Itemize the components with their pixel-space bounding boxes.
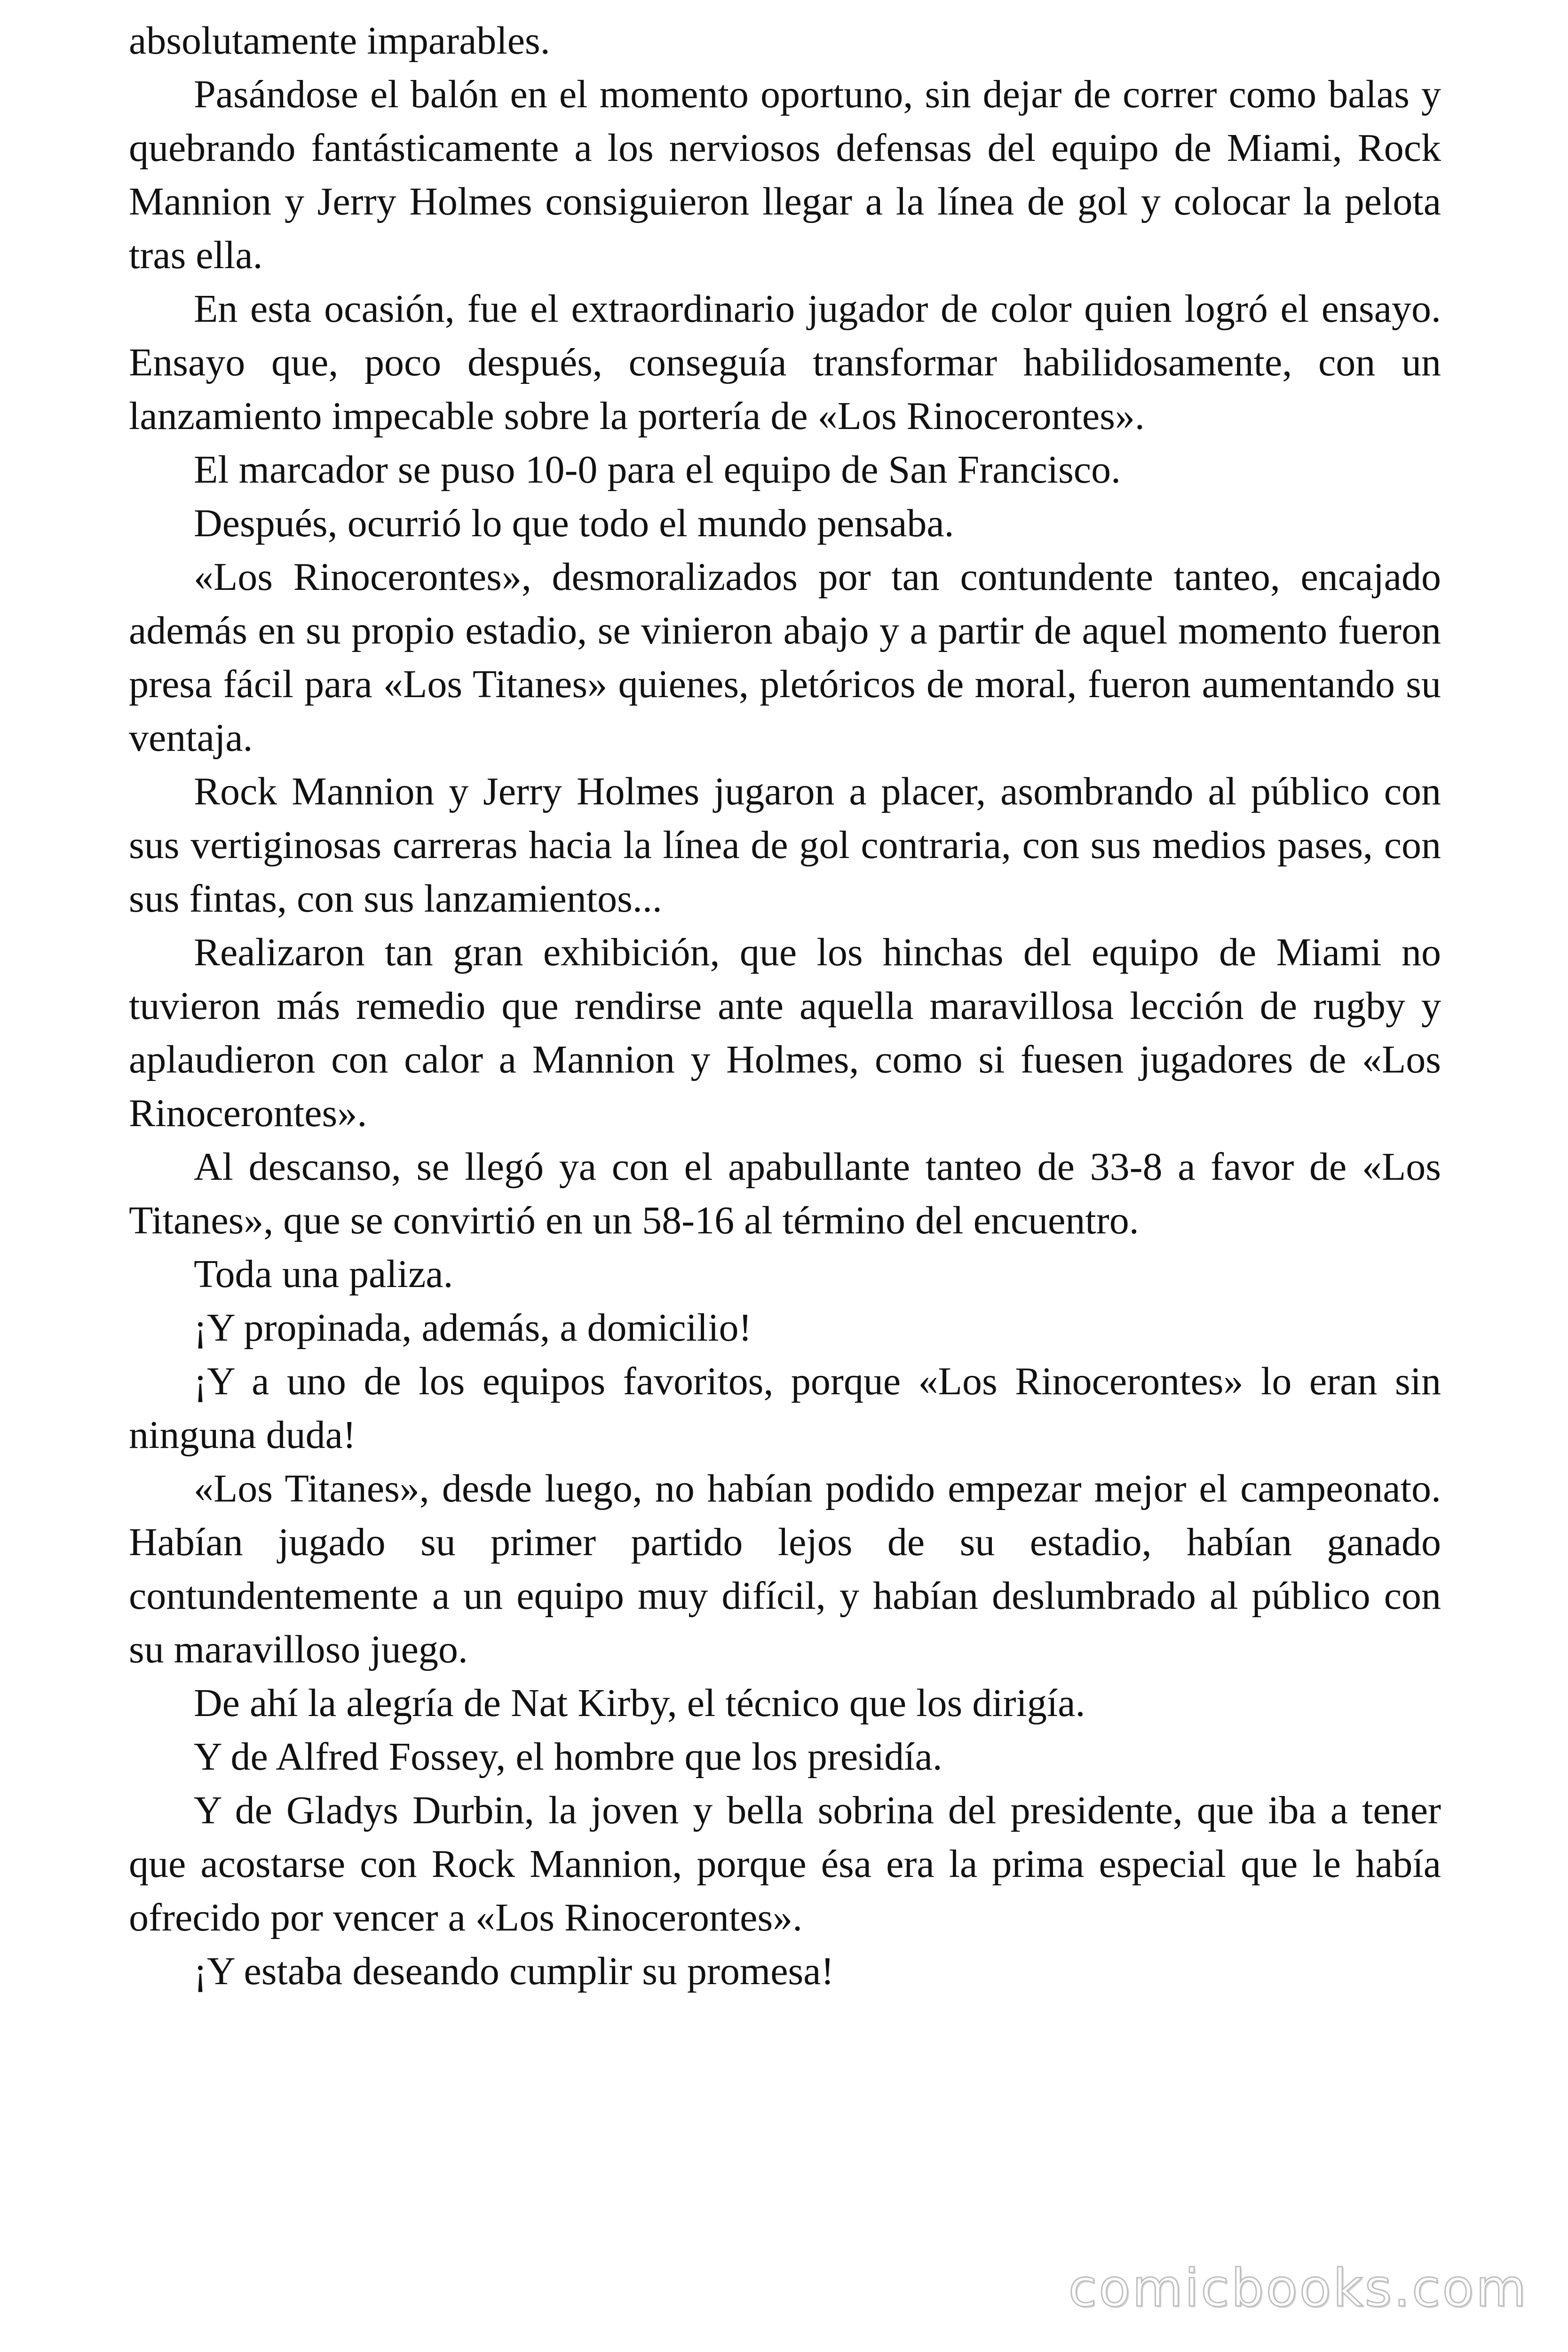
paragraph-14: De ahí la alegría de Nat Kirby, el técnico que los dirigía. xyxy=(194,1681,1085,1725)
paragraph-7: Rock Mannion y Jerry Holmes jugaron a placer, asombrando al público con sus vertiginosas carreras hacia la línea de gol contraria, con sus medios pases, con sus fintas, con sus lanzamientos... xyxy=(129,770,1441,921)
paragraph-5: Después, ocurrió lo que todo el mundo pensaba. xyxy=(194,501,954,545)
paragraph-8: Realizaron tan gran exhibición, que los hinchas del equipo de Miami no tuvieron más remedio que rendirse ante aquella maravillosa lección de rugby y aplaudieron con calor a Mannion y Holmes, como si fuesen jugadores de «Los Rinocerontes». xyxy=(129,930,1441,1135)
paragraph-4: El marcador se puso 10-0 para el equipo de San Francisco. xyxy=(194,448,1121,492)
paragraph-1: absolutamente imparables. xyxy=(129,19,550,63)
paragraph-13: «Los Titanes», desde luego, no habían podido empezar mejor el campeonato. Habían jugado su primer partido lejos de su estadio, habían ganado contundentemente a un equipo muy difícil, y habían deslumbrado al público con su maravilloso juego. xyxy=(129,1467,1441,1671)
paragraph-17: ¡Y estaba deseando cumplir su promesa! xyxy=(194,1949,834,1993)
paragraph-12: ¡Y a uno de los equipos favoritos, porque «Los Rinocerontes» lo eran sin ninguna duda! xyxy=(129,1359,1441,1457)
paragraph-16: Y de Gladys Durbin, la joven y bella sobrina del presidente, que iba a tener que acostarse con Rock Mannion, porque ésa era la prima especial que le había ofrecido por vencer a «Los Rinocerontes». xyxy=(129,1788,1441,1939)
paragraph-2: Pasándose el balón en el momento oportuno, sin dejar de correr como balas y quebrando fantásticamente a los nerviosos defensas del equipo de Miami, Rock Mannion y Jerry Holmes consiguieron llegar a la línea de gol y colocar la pelota tras ella. xyxy=(129,72,1441,277)
paragraph-15: Y de Alfred Fossey, el hombre que los presidía. xyxy=(194,1735,942,1779)
paragraph-6: «Los Rinocerontes», desmoralizados por tan contundente tanteo, encajado además en su propio estadio, se vinieron abajo y a partir de aquel momento fueron presa fácil para «Los Titanes» quienes, pletóricos de moral, fueron aumentando su ventaja. xyxy=(129,555,1441,760)
body-text xyxy=(129,14,1441,1998)
paragraph-3: En esta ocasión, fue el extraordinario jugador de color quien logró el ensayo. Ensayo que, poco después, conseguía transformar habilidosamente, con un lanzamiento impecable sobre la portería de «Los Rinocerontes». xyxy=(129,287,1441,438)
paragraph-11: ¡Y propinada, además, a domicilio! xyxy=(194,1306,752,1350)
paragraph-10: Toda una paliza. xyxy=(194,1252,453,1296)
paragraph-9: Al descanso, se llegó ya con el apabullante tanteo de 33-8 a favor de «Los Titanes», que se convirtió en un 58-16 al término del encuentro. xyxy=(129,1145,1441,1242)
watermark-logo: comicbooks.com xyxy=(1068,2258,1528,2318)
